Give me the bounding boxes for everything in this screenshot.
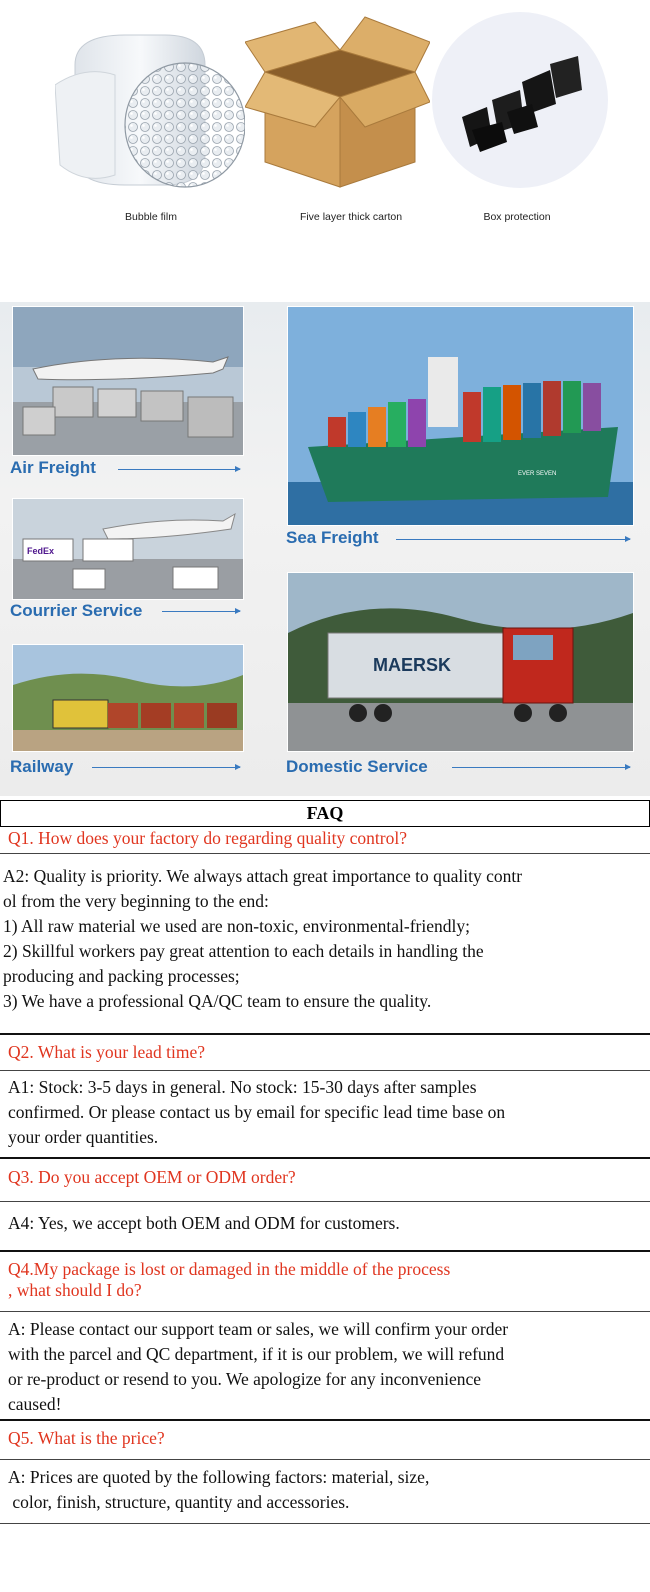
label-railway: Railway [10, 757, 74, 776]
cardboard-box-icon [245, 12, 430, 192]
divider [0, 1459, 650, 1460]
divider [0, 1157, 650, 1159]
courier-service-photo [12, 498, 244, 600]
faq-title: FAQ [0, 800, 650, 827]
label-domestic-service: Domestic Service [286, 757, 428, 776]
divider [0, 1523, 650, 1524]
faq-answer-1-line-5: producing and packing processes; [3, 966, 240, 986]
divider [0, 1201, 650, 1202]
airplane-icon [13, 307, 243, 455]
faq-question-4-line-2: , what should I do? [8, 1280, 142, 1300]
maersk-logo: MAERSK [373, 655, 452, 675]
arrow-line-railway [92, 767, 240, 768]
faq-answer-1-line-2: ol from the very beginning to the end: [3, 891, 269, 911]
faq-answer-2-line-1: A1: Stock: 3-5 days in general. No stock: 15-30 days after samples [8, 1077, 477, 1097]
arrow-line-courier [162, 611, 240, 612]
faq-answer-5-line-1: A: Prices are quoted by the following factors: material, size, [8, 1467, 430, 1487]
truck-icon [288, 573, 633, 751]
bubble-film-roll-icon [55, 25, 245, 195]
corner-protectors-icon [432, 12, 608, 188]
arrow-line-air [118, 469, 240, 470]
faq-answer-3-line-1: A4: Yes, we accept both OEM and ODM for customers. [8, 1213, 400, 1233]
train-icon [13, 645, 243, 751]
sea-freight-photo [287, 306, 634, 526]
label-air-freight: Air Freight [10, 458, 96, 477]
caption-box-protection: Box protection [483, 211, 551, 223]
ship-name: EVER SEVEN [518, 471, 557, 477]
faq-answer-2-line-2: confirmed. Or please contact us by email for specific lead time base on [8, 1102, 506, 1122]
label-sea-freight: Sea Freight [286, 528, 379, 547]
faq-question-4-line-1: Q4.My package is lost or damaged in the middle of the process [8, 1259, 451, 1279]
faq-answer-1-line-4: 2) Skillful workers pay great attention to each details in handling the [3, 941, 484, 961]
faq-answer-4-line-3: or re-product or resend to you. We apologize for any inconvenience [8, 1369, 482, 1389]
corner-protectors-image [432, 12, 608, 188]
divider [0, 1070, 650, 1071]
divider [0, 1033, 650, 1035]
divider [0, 1311, 650, 1312]
courier-truck-icon [13, 499, 243, 599]
label-courier-service: Courrier Service [10, 601, 143, 620]
arrow-line-sea [396, 539, 630, 540]
faq-answer-4-line-1: A: Please contact our support team or sales, we will confirm your order [8, 1319, 509, 1339]
faq-answer-4-line-2: with the parcel and QC department, if it is our problem, we will refund [8, 1344, 505, 1364]
faq-question-3: Q3. Do you accept OEM or ODM order? [8, 1167, 296, 1187]
fedex-logo: FedEx [27, 546, 55, 556]
faq-question-1: Q1. How does your factory do regarding quality control? [8, 828, 407, 848]
faq-answer-5-line-2: color, finish, structure, quantity and accessories. [8, 1492, 350, 1512]
faq-answer-1-line-6: 3) We have a professional QA/QC team to ensure the quality. [3, 991, 432, 1011]
faq-answer-2-line-3: your order quantities. [8, 1127, 159, 1147]
faq-question-2: Q2. What is your lead time? [8, 1042, 205, 1062]
air-freight-photo [12, 306, 244, 456]
shipping-methods-section [0, 302, 650, 796]
divider [0, 853, 650, 854]
faq-answer-1-line-1: A2: Quality is priority. We always attach great importance to quality contr [3, 866, 523, 886]
container-ship-icon [288, 307, 633, 525]
arrow-line-domestic [452, 767, 630, 768]
railway-photo [12, 644, 244, 752]
divider [0, 1419, 650, 1421]
packaging-section [0, 0, 650, 300]
faq-answer-1-line-3: 1) All raw material we used are non-toxic, environmental-friendly; [3, 916, 470, 936]
faq-answer-4-line-4: caused! [8, 1394, 62, 1414]
divider [0, 1250, 650, 1252]
caption-bubble-film: Bubble film [125, 211, 177, 223]
faq-question-5: Q5. What is the price? [8, 1428, 165, 1448]
caption-carton: Five layer thick carton [299, 211, 403, 223]
domestic-service-photo [287, 572, 634, 752]
